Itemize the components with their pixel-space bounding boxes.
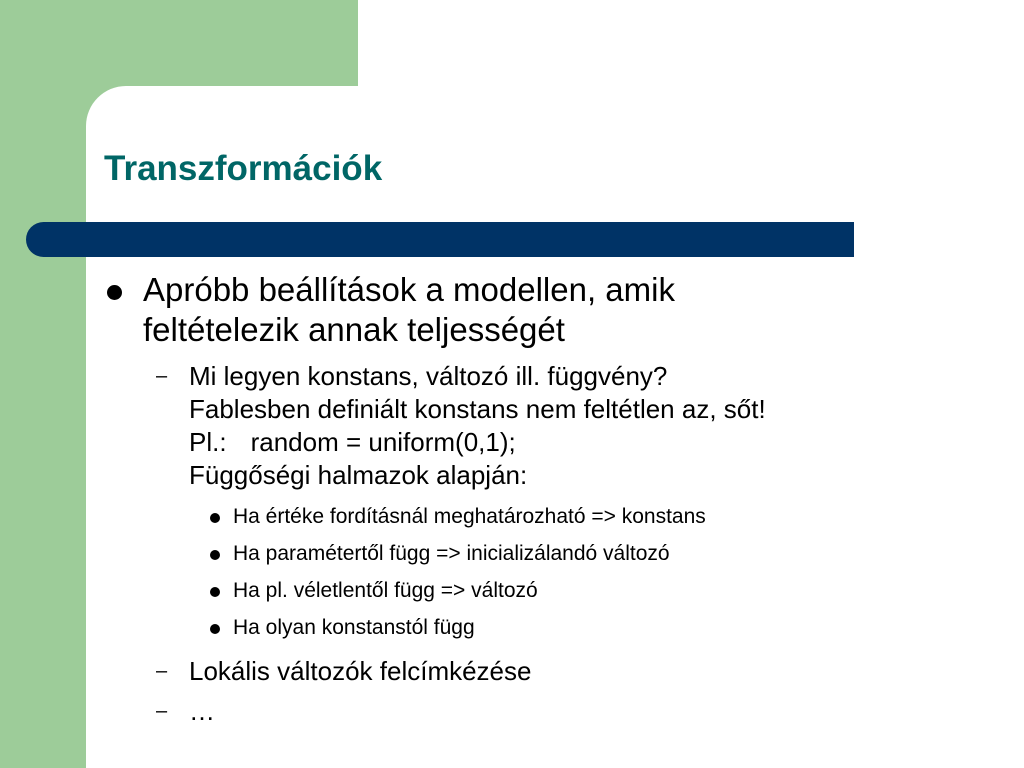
dash-bullet-icon: – xyxy=(156,660,168,682)
level3-text: Ha paramétertől függ => inicializálandó változó xyxy=(233,542,670,565)
sub-bullet-level2 xyxy=(104,655,984,688)
dash-bullet-icon: – xyxy=(156,700,168,722)
bullet-dot-icon xyxy=(210,624,220,634)
sub-bullet-line: Mi legyen konstans, változó ill. függvény? xyxy=(189,361,668,391)
bullet-dot-icon xyxy=(107,285,122,300)
bullet-level1 xyxy=(104,270,984,350)
sub-bullet-line: Függőségi halmazok alapján: xyxy=(189,460,528,490)
bullet-text-line: Apróbb beállítások a modellen, amik xyxy=(143,271,675,308)
bullet-text-line: feltételezik annak teljességét xyxy=(143,311,565,348)
dash-bullet-icon: – xyxy=(156,365,168,387)
sub-bullet-line: … xyxy=(189,696,215,726)
bullet-level3 xyxy=(104,504,984,530)
sub-bullet-level2 xyxy=(104,695,984,728)
bullet-level3 xyxy=(104,615,984,641)
level3-text: Ha értéke fordításnál meghatározható => konstans xyxy=(233,505,706,528)
level3-text: Ha olyan konstanstól függ xyxy=(233,616,475,639)
slide-body xyxy=(104,270,984,728)
bullet-dot-icon xyxy=(210,550,220,560)
bullet-dot-icon xyxy=(210,587,220,597)
slide-title: Transzformációk xyxy=(104,149,383,188)
bullet-level3 xyxy=(104,541,984,567)
bullet-dot-icon xyxy=(210,513,220,523)
bullet-level3 xyxy=(104,578,984,604)
sub-bullet-level2 xyxy=(104,360,984,492)
level3-text: Ha pl. véletlentől függ => változó xyxy=(233,579,538,602)
sub-bullet-line: Lokális változók felcímkézése xyxy=(189,656,532,686)
sub-bullet-line xyxy=(189,426,984,459)
code-example: random = uniform(0,1); xyxy=(250,427,516,457)
code-example-prefix: Pl.: xyxy=(189,427,227,457)
title-underline-bar xyxy=(26,222,854,257)
sub-bullet-line: Fablesben definiált konstans nem feltétlen az, sőt! xyxy=(189,394,766,424)
